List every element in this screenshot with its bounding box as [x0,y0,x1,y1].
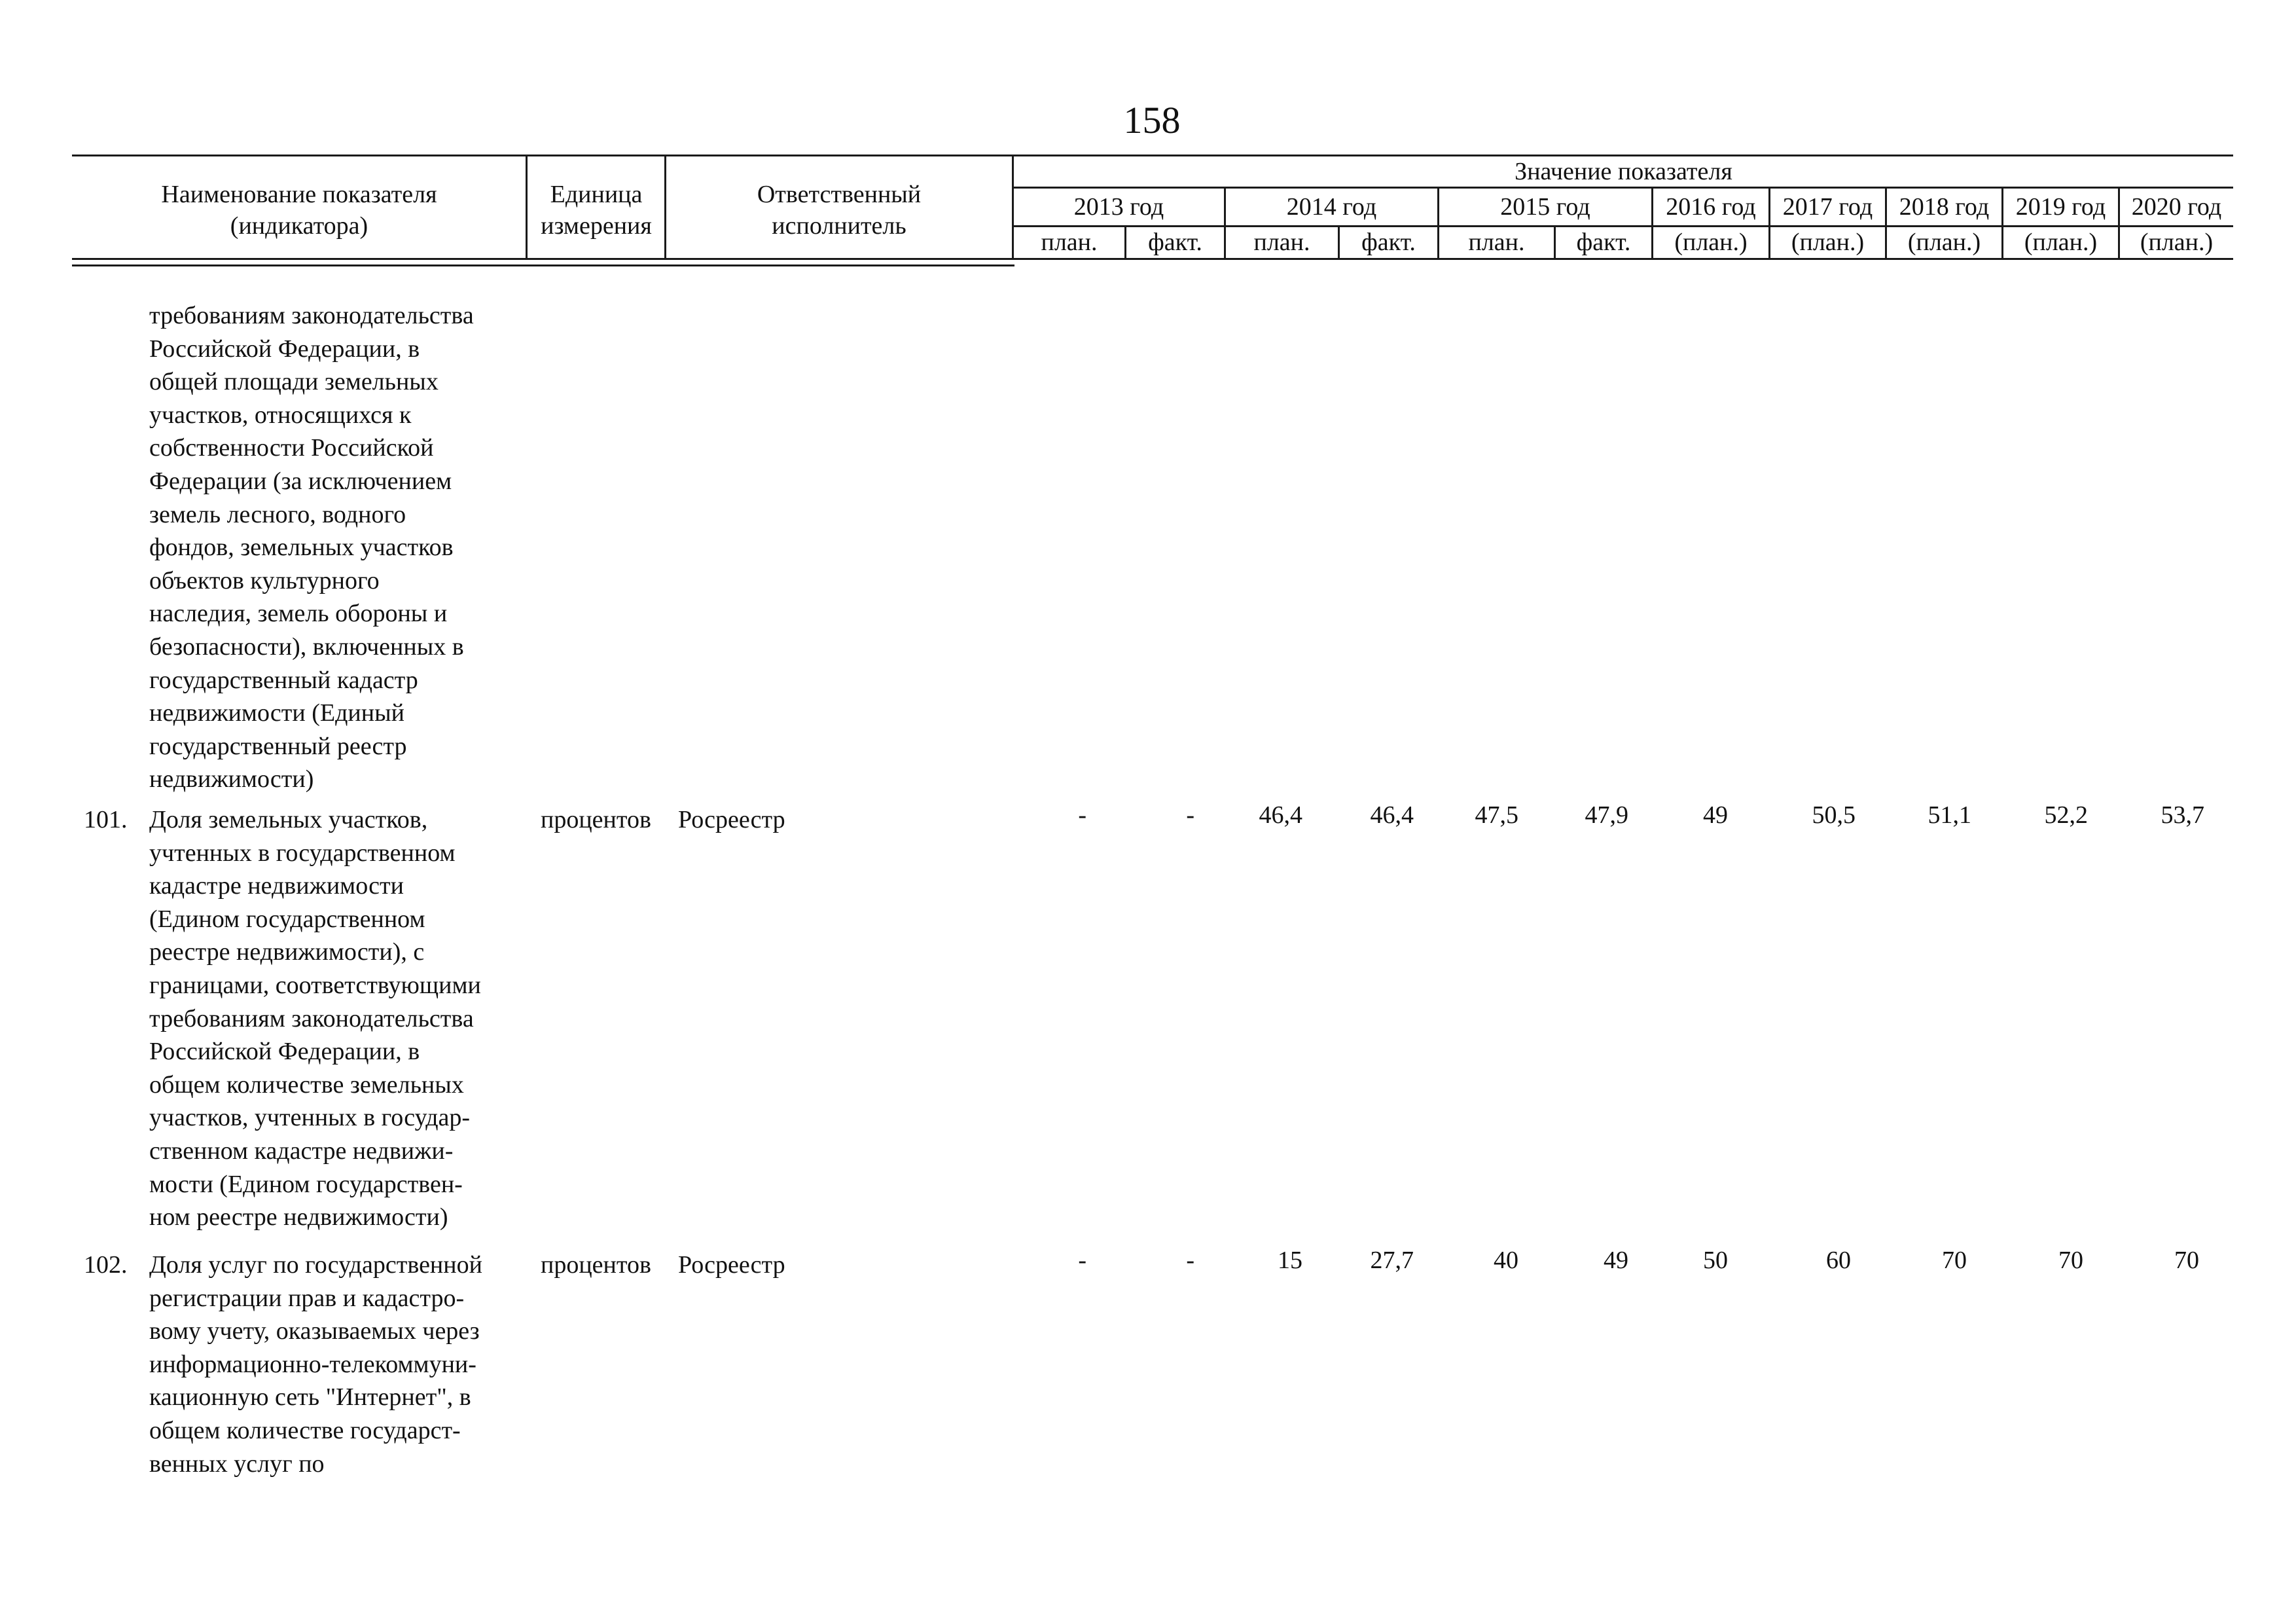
header-year-2017: 2017 год [1782,193,1873,221]
page-number: 158 [1123,99,1181,141]
header-executor-line1: Ответственный [757,181,922,208]
value-2020-plan: 53,7 [2161,801,2204,829]
row-indicator-name: Доля услуг по государственной регистрации прав и кадастро- вому учету, оказываемых через информационно-телекоммуни- кационную сеть "Интернет", в общем количестве государст- венных услуг по [149,1251,482,1478]
value-2016-plan: 49 [1703,801,1728,829]
value-2014-plan: 46,4 [1259,801,1302,829]
header-year-2015: 2015 год [1500,193,1590,221]
value-2020-plan: 70 [2174,1247,2199,1274]
value-2015-plan: 47,5 [1475,801,1518,829]
row-executor: Росреестр [678,806,785,833]
header-2017-plan: (план.) [1791,228,1865,256]
value-2017-plan: 60 [1826,1247,1851,1274]
value-2013-plan: - [1078,1247,1086,1274]
header-bottom-rule [72,264,1014,266]
header-name-line1: Наименование показателя [161,181,437,208]
header-name-col [73,179,525,242]
row-number: 102. [84,1251,128,1279]
header-2013-fact: факт. [1148,228,1202,256]
header-executor-line2: исполнитель [772,212,906,240]
value-2014-fact: 27,7 [1370,1247,1414,1274]
value-2013-plan: - [1078,801,1086,829]
value-2015-fact: 47,9 [1585,801,1628,829]
header-year-2018: 2018 год [1899,193,1990,221]
header-2015-fact: факт. [1576,228,1631,256]
header-unit-line2: измерения [541,212,652,240]
header-year-2016: 2016 год [1666,193,1756,221]
value-2018-plan: 70 [1942,1247,1967,1274]
header-2020-plan: (план.) [2140,228,2214,256]
value-2018-plan: 51,1 [1928,801,1971,829]
row-unit: процентов [541,806,651,833]
header-2018-plan: (план.) [1907,228,1981,256]
header-2014-plan: план. [1253,228,1310,256]
header-bottom-border [72,258,2233,260]
header-name-line2: (индикатора) [230,212,368,240]
header-unit-col [528,179,665,242]
row-indicator-name: Доля земельных участков, учтенных в государственном кадастре недвижимости (Едином государственном реестре недвижимости), с границами, соответствующими требованиям законодательства Российской Федерации, в общем количестве земельных участков, учтенных в государ- ственном кадастре недвижи- мости (Едином государствен- ном реестре недвижимости) [149,806,481,1231]
value-2019-plan: 70 [2058,1247,2083,1274]
header-2014-fact: факт. [1361,228,1416,256]
value-2014-fact: 46,4 [1370,801,1414,829]
header-2013-plan: план. [1041,228,1098,256]
header-2019-plan: (план.) [2024,228,2098,256]
header-value-group: Значение показателя [1515,158,1732,185]
value-2013-fact: - [1186,1247,1194,1274]
header-year-2013: 2013 год [1073,193,1164,221]
header-year-2019: 2019 год [2015,193,2106,221]
header-2015-plan: план. [1468,228,1525,256]
header-unit-line1: Единица [550,181,643,208]
header-year-2020: 2020 год [2131,193,2222,221]
row-unit: процентов [541,1251,651,1279]
header-executor-col [666,179,1012,242]
row-number: 101. [84,806,128,833]
row-executor: Росреестр [678,1251,785,1279]
value-2017-plan: 50,5 [1812,801,1856,829]
value-2013-fact: - [1186,801,1194,829]
continuation-indicator-text: требованиям законодательства Российской Федерации, в общей площади земельных участков, относящихся к собственности Российской Федерации (за исключением земель лесного, водного фондов, земельных участков объектов культурного наследия, земель обороны и безопасности), включенных в государственный кадастр недвижимости (Единый государственный реестр недвижимости) [149,302,474,793]
header-2016-plan: (план.) [1674,228,1748,256]
value-2015-plan: 40 [1494,1247,1518,1274]
header-year-2014: 2014 год [1286,193,1377,221]
value-2015-fact: 49 [1604,1247,1628,1274]
value-2016-plan: 50 [1703,1247,1728,1274]
value-2014-plan: 15 [1278,1247,1302,1274]
value-2019-plan: 52,2 [2044,801,2088,829]
